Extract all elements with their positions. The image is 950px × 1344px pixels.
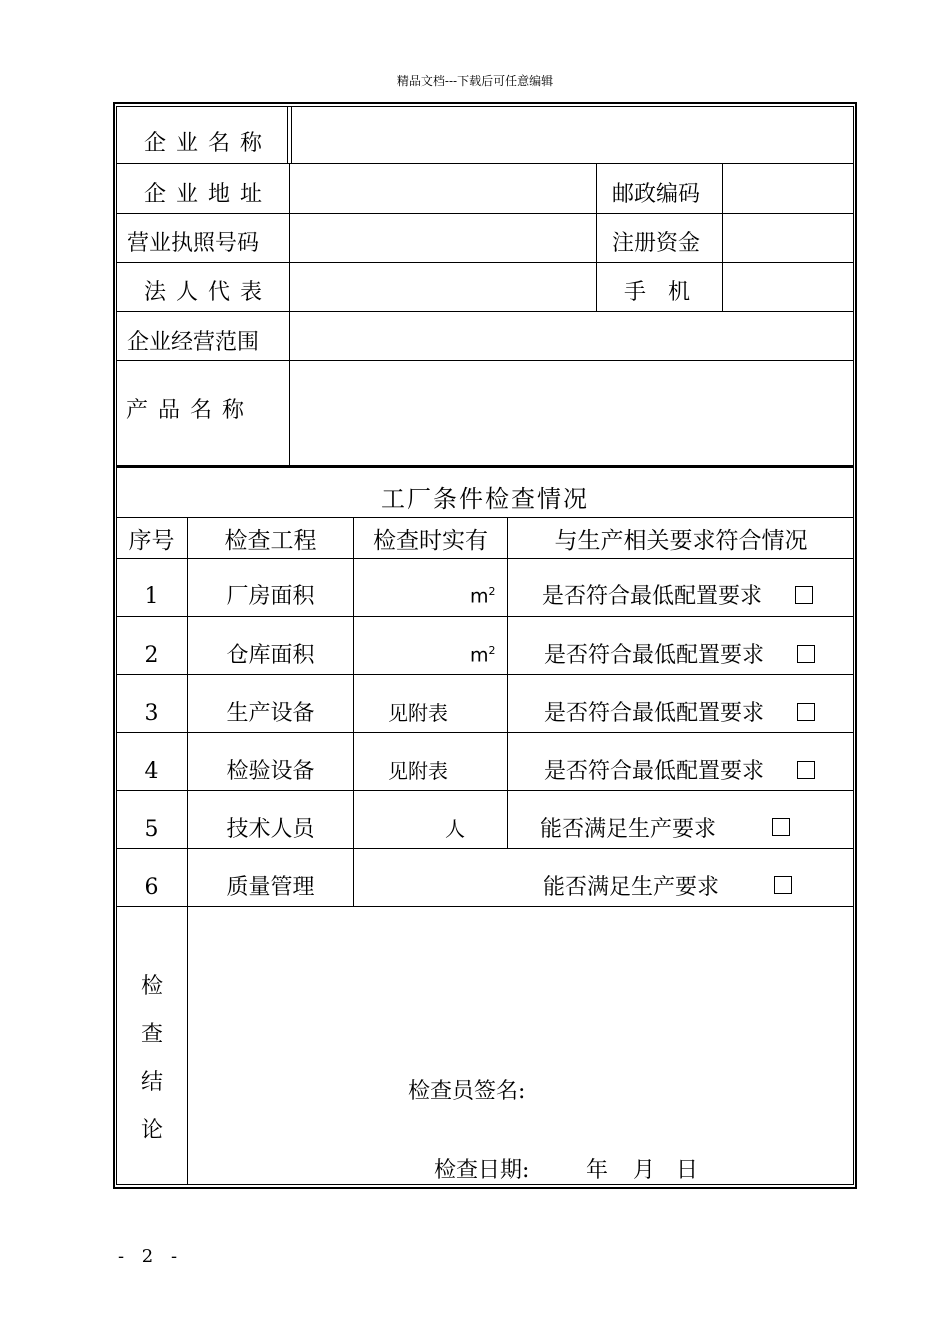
row-1-compliance: 是否符合最低配置要求 xyxy=(542,584,763,609)
row-1-no: 1 xyxy=(144,584,159,609)
row-1-checkbox[interactable] xyxy=(795,586,813,604)
product-name-field[interactable] xyxy=(290,361,853,465)
business-license-label: 营业执照号码 xyxy=(127,231,260,256)
business-scope-field[interactable] xyxy=(290,312,853,360)
row-1-unit: $m^2$ xyxy=(470,585,496,608)
company-name-label: 企业名称 xyxy=(144,131,273,156)
column-header-no: 序号 xyxy=(128,528,175,554)
mobile-field[interactable] xyxy=(723,263,853,311)
legal-representative-field[interactable] xyxy=(290,263,596,311)
row-3-item: 生产设备 xyxy=(226,701,315,726)
date-month-label: 月 xyxy=(633,1158,656,1183)
row-4-no: 4 xyxy=(144,759,159,784)
row-5-checkbox[interactable] xyxy=(772,818,790,836)
row-2-unit: $m^2$ xyxy=(470,644,496,667)
row-4-checkbox[interactable] xyxy=(797,761,815,779)
row-3-actual: 见附表 xyxy=(388,701,448,725)
row-3-checkbox[interactable] xyxy=(797,703,815,721)
inspector-signature-label: 检查员签名: xyxy=(408,1079,526,1104)
row-6-compliance: 能否满足生产要求 xyxy=(543,875,720,900)
postcode-label: 邮政编码 xyxy=(612,182,701,207)
column-header-compliance: 与生产相关要求符合情况 xyxy=(554,528,808,554)
company-address-label: 企业地址 xyxy=(144,182,273,207)
company-address-field[interactable] xyxy=(290,164,596,213)
conclusion-field[interactable] xyxy=(188,907,853,1067)
conclusion-label-char-3: 结 xyxy=(141,1070,164,1095)
conclusion-label-char-1: 检 xyxy=(141,974,164,999)
date-year-label: 年 xyxy=(586,1158,609,1183)
row-2-compliance: 是否符合最低配置要求 xyxy=(544,643,765,668)
conclusion-label-char-4: 论 xyxy=(141,1118,164,1143)
registered-capital-label: 注册资金 xyxy=(612,231,701,256)
row-2-no: 2 xyxy=(144,643,159,668)
row-4-actual: 见附表 xyxy=(388,759,448,783)
row-3-no: 3 xyxy=(144,701,159,726)
date-day-label: 日 xyxy=(676,1158,699,1183)
row-2-checkbox[interactable] xyxy=(797,645,815,663)
mobile-label: 手 机 xyxy=(624,280,691,305)
column-header-item: 检查工程 xyxy=(224,528,317,554)
conclusion-label-char-2: 查 xyxy=(141,1022,164,1047)
legal-representative-label: 法人代表 xyxy=(144,280,273,305)
row-5-no: 5 xyxy=(144,817,159,842)
page-header: 精品文档---下载后可任意编辑 xyxy=(396,74,554,88)
company-name-field[interactable] xyxy=(292,107,853,163)
inspection-title: 工厂条件检查情况 xyxy=(381,485,589,513)
row-6-no: 6 xyxy=(144,875,159,900)
row-5-actual: 人 xyxy=(445,817,465,841)
row-2-item: 仓库面积 xyxy=(226,643,315,668)
row-4-compliance: 是否符合最低配置要求 xyxy=(544,759,765,784)
business-license-field[interactable] xyxy=(290,214,596,262)
registered-capital-field[interactable] xyxy=(723,214,853,262)
row-1-item: 厂房面积 xyxy=(226,584,315,609)
row-6-checkbox[interactable] xyxy=(774,876,792,894)
row-4-item: 检验设备 xyxy=(226,759,315,784)
row-6-item: 质量管理 xyxy=(226,875,315,900)
inspection-date-label: 检查日期: xyxy=(434,1158,530,1183)
row-5-item: 技术人员 xyxy=(226,817,315,842)
row-3-compliance: 是否符合最低配置要求 xyxy=(544,701,765,726)
business-scope-label: 企业经营范围 xyxy=(127,330,260,355)
product-name-label: 产品名称 xyxy=(126,398,255,423)
page-number: - 2 - xyxy=(118,1246,184,1267)
column-header-actual: 检查时实有 xyxy=(373,528,488,554)
row-5-compliance: 能否满足生产要求 xyxy=(540,817,717,842)
postcode-field[interactable] xyxy=(723,164,853,213)
